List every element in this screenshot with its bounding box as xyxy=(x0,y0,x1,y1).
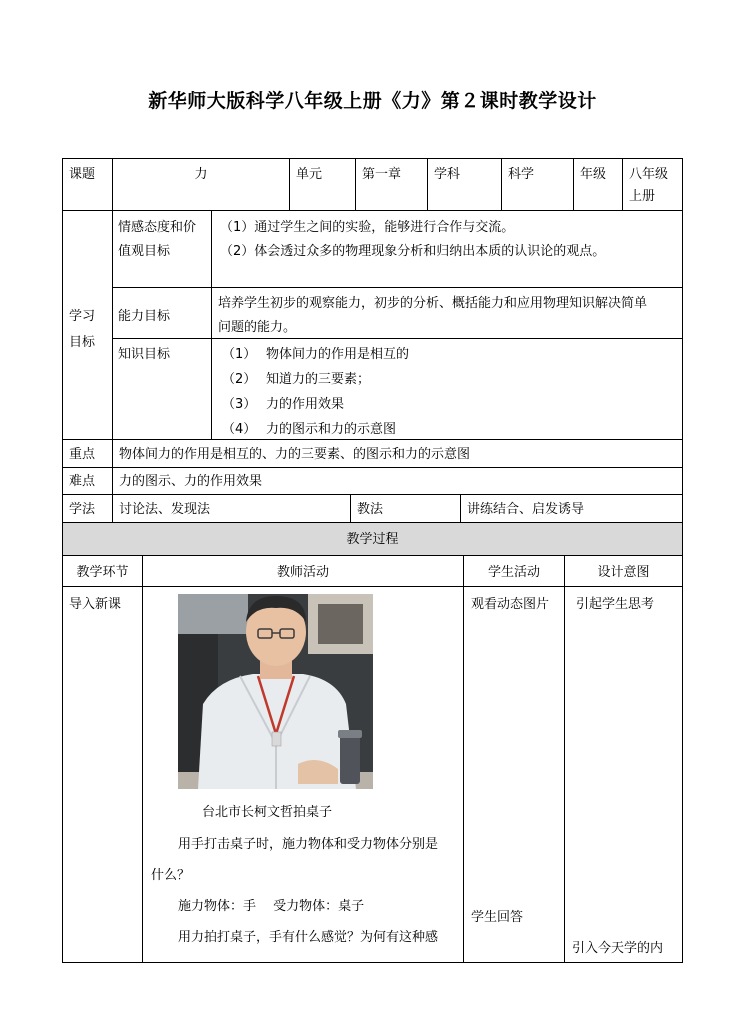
teacher-slapping-table-photo xyxy=(178,594,373,789)
page-title: 新华师大版科学八年级上册《力》第２课时教学设计 xyxy=(148,90,597,112)
difficulty-label: 难点 xyxy=(69,474,96,489)
goals-label-line1: 学习 xyxy=(69,309,96,324)
topic-value: 力 xyxy=(194,167,208,182)
knowledge-item-text: 力的作用效果 xyxy=(266,397,345,412)
question-1-line2: 什么？ xyxy=(151,868,191,883)
teach-method-label: 教法 xyxy=(357,502,384,517)
ability-goal-label: 能力目标 xyxy=(118,309,171,324)
ability-goal-text-line2: 问题的能力。 xyxy=(218,320,297,335)
knowledge-item-number: （1） xyxy=(222,347,257,362)
key-point-text: 物体间力的作用是相互的、力的三要素、的图示和力的示意图 xyxy=(119,447,471,462)
emotion-goal-label-line2: 值观目标 xyxy=(118,244,171,259)
student-activity-2: 学生回答 xyxy=(471,910,524,925)
emotion-goal-item: （1）通过学生之间的实验，能够进行合作与交流。 xyxy=(220,220,515,235)
emotion-goal-label-line1: 情感态度和价 xyxy=(118,220,197,235)
answer-text: 施力物体：手 受力物体：桌子 xyxy=(178,899,365,914)
knowledge-goal-item xyxy=(212,417,682,443)
topic-label: 课题 xyxy=(69,167,96,182)
col-header-student: 学生活动 xyxy=(487,565,540,580)
photo-caption: 台北市长柯文哲拍桌子 xyxy=(202,805,333,820)
knowledge-item-text: 物体间力的作用是相互的 xyxy=(266,347,410,362)
knowledge-goal-item xyxy=(212,392,682,418)
key-point-label: 重点 xyxy=(69,447,96,462)
ability-goal-text-line1: 培养学生初步的观察能力，初步的分析、概括能力和应用物理知识解决简单 xyxy=(218,296,648,311)
grade-label: 年级 xyxy=(580,167,607,182)
knowledge-goal-label: 知识目标 xyxy=(118,347,171,362)
grade-value-line1: 八年级 xyxy=(629,167,669,182)
student-activity-1: 观看动态图片 xyxy=(471,597,550,612)
subject-value: 科学 xyxy=(508,167,535,182)
unit-value: 第一章 xyxy=(362,167,402,182)
process-header: 教学过程 xyxy=(346,532,399,547)
difficulty-text: 力的图示、力的作用效果 xyxy=(119,474,263,489)
subject-label: 学科 xyxy=(434,167,461,182)
knowledge-item-text: 力的图示和力的示意图 xyxy=(266,422,397,437)
study-method-value: 讨论法、发现法 xyxy=(119,502,211,517)
stage-intro: 导入新课 xyxy=(69,597,122,612)
col-header-teacher: 教师活动 xyxy=(276,565,329,580)
col-header-stage: 教学环节 xyxy=(76,565,129,580)
emotion-goal-item: （2）体会透过众多的物理现象分析和归纳出本质的认识论的观点。 xyxy=(220,244,606,259)
design-intent-1: 引起学生思考 xyxy=(576,597,655,612)
knowledge-item-number: （2） xyxy=(222,372,257,387)
knowledge-item-text: 知道力的三要素； xyxy=(266,372,371,387)
goals-label-line2: 目标 xyxy=(69,335,96,350)
knowledge-item-number: （3） xyxy=(222,397,257,412)
design-intent-2: 引入今天学的内 xyxy=(572,941,664,956)
unit-label: 单元 xyxy=(296,167,323,182)
col-header-intent: 设计意图 xyxy=(597,565,650,580)
study-method-label: 学法 xyxy=(69,502,96,517)
teach-method-value: 讲练结合、启发诱导 xyxy=(467,502,585,517)
question-2-line1: 用力拍打桌子，手有什么感觉？为何有这种感 xyxy=(178,930,439,945)
question-1-line1: 用手打击桌子时，施力物体和受力物体分别是 xyxy=(178,837,439,852)
knowledge-goal-item xyxy=(212,367,682,393)
knowledge-item-number: （4） xyxy=(222,422,257,437)
grade-value-line2: 上册 xyxy=(629,189,656,204)
knowledge-goal-item xyxy=(212,342,682,368)
